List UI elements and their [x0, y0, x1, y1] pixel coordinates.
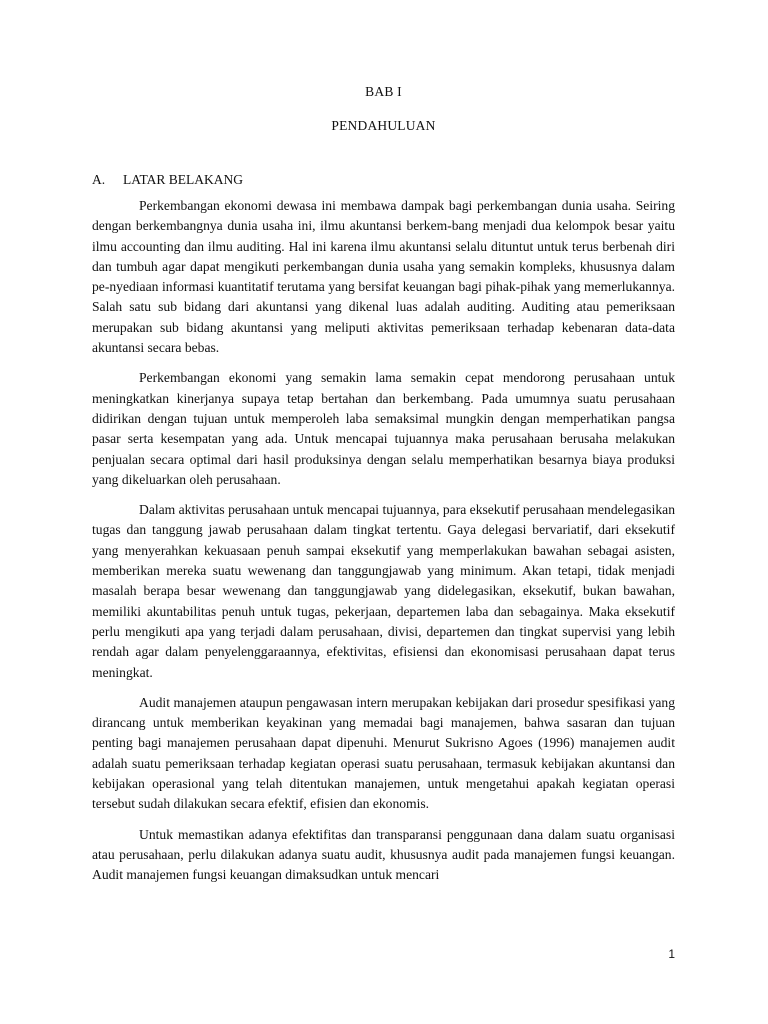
paragraph-3: Dalam aktivitas perusahaan untuk mencapai tujuannya, para eksekutif perusahaan mendelegasikan tugas dan tanggung jawab perusahaan dalam tingkat tertentu. Gaya delegasi bervariatif, dari eksekutif yang menyerahkan kekuasaan penuh sampai eksekutif yang memperlakukan bawahan sebagai asisten, memberikan mereka suatu wewenang dan tanggungjawab yang minimum. Akan tetapi, tidak menjadi masalah berapa besar wewenang dan tanggungjawab yang didelegasikan, eksekutif, bukan bawahan, memiliki akuntabilitas penuh untuk tugas, pekerjaan, departemen laba dan sebagainya. Maka eksekutif perlu mengikuti apa yang terjadi dalam perusahaan, divisi, departemen dan tingkat supervisi yang lebih rendah agar dalam penyelenggaraannya, efektivitas, efisiensi dan ekonomisasi perusahaan dapat terus meningkat.: [92, 502, 675, 680]
paragraph-4: Audit manajemen ataupun pengawasan intern merupakan kebijakan dari prosedur spesifikasi yang dirancang untuk memberikan keyakinan yang memadai bagi manajemen, bahwa sasaran dan tujuan penting bagi manajemen perusahaan dapat dipenuhi. Menurut Sukrisno Agoes (1996) manajemen audit adalah suatu pemeriksaan terhadap kegiatan operasi suatu perusahaan, termasuk kebijakan akuntansi dan kebijakan operasional yang telah ditentukan manajemen, untuk mengetahui apakah kegiatan operasi tersebut sudah dilakukan secara efektif, efisien dan ekonomis.: [92, 694, 675, 812]
paragraph-2: Perkembangan ekonomi yang semakin lama semakin cepat mendorong perusahaan untuk meningkatkan kinerjanya supaya tetap bertahan dan berkembang. Pada umumnya suatu perusahaan didirikan dengan tujuan untuk memperoleh laba semaksimal mungkin dengan memperhatikan pangsa pasar serta kesempatan yang ada. Untuk mencapai tujuannya maka perusahaan berusaha melakukan penjualan secara optimal dari hasil produksinya dengan selalu memperhatikan besarnya biaya produksi yang dikeluarkan oleh perusahaan.: [92, 370, 675, 487]
section-heading: [92, 172, 675, 188]
document-page: [92, 84, 675, 896]
section-title: LATAR BELAKANG: [123, 172, 244, 187]
section-letter: A.: [92, 172, 106, 187]
chapter-number: BAB I: [365, 84, 402, 99]
page-number: 1: [668, 947, 675, 961]
chapter-title: PENDAHULUAN: [331, 118, 436, 133]
paragraph-1: Perkembangan ekonomi dewasa ini membawa dampak bagi perkembangan dunia usaha. Seiring dengan berkembangnya dunia usaha ini, ilmu akuntansi berkem-bang menjadi dua kelompok besar yaitu ilmu accounting dan ilmu auditing. Hal ini karena ilmu akuntansi selalu dituntut untuk terus berbenah diri dan tumbuh agar dapat mengikuti perkembangan dunia usaha yang semakin kompleks, khususnya dalam pe-nyediaan informasi kuantitatif terutama yang bersifat keuangan bagi pihak-pihak yang memerlukannya. Salah satu sub bidang dari akuntansi yang dikenal luas adalah auditing. Auditing atau pemeriksaan merupakan sub bidang akuntansi yang meliputi aktivitas pemeriksaan terhadap kebenaran data-data akuntansi secara bebas.: [92, 198, 675, 356]
paragraph-5: Untuk memastikan adanya efektifitas dan transparansi penggunaan dana dalam suatu organisasi atau perusahaan, perlu dilakukan adanya suatu audit, khususnya audit pada manajemen fungsi keuangan. Audit manajemen fungsi keuangan dimaksudkan untuk mencari: [92, 826, 675, 883]
